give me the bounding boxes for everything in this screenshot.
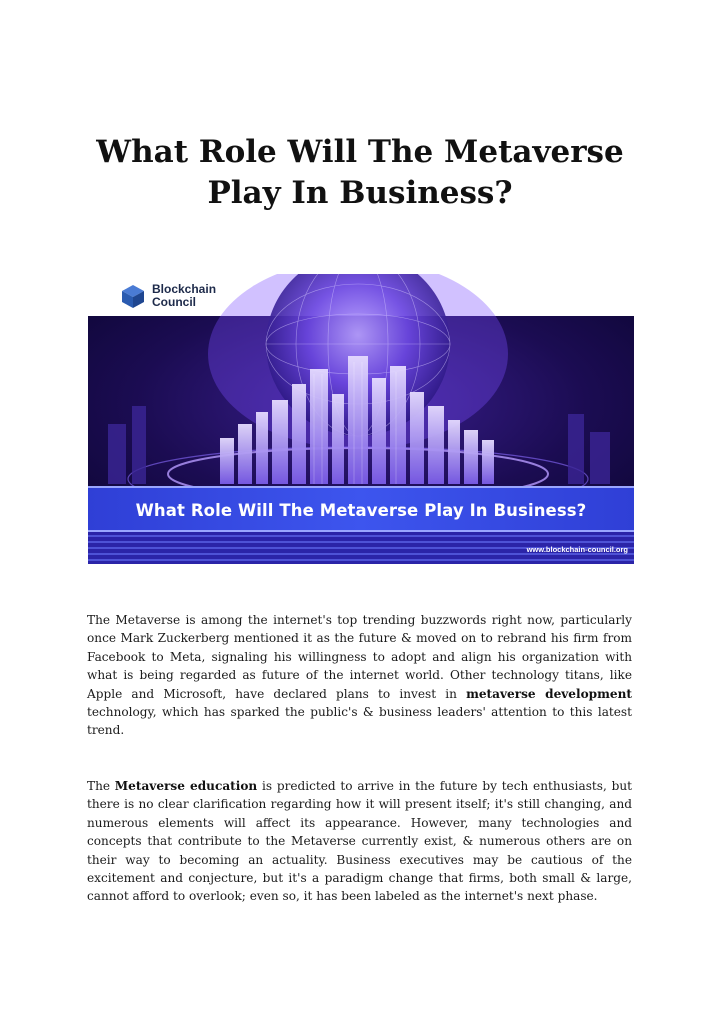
metaverse-education-link[interactable]: Metaverse education (114, 779, 258, 793)
paragraph-education-text-a: The (87, 779, 115, 793)
paragraph-education-text-b: is predicted to arrive in the future by tech enthusiasts, but there is no clear clarification regarding how it will present itself; it's still changing, and numerous elements will affect its appearance. However, many technologies and concepts that contribute to the Metaverse currently exist, & numerous others are on their way to becoming an actuality. Business executives may be cautious of the excitement and conjecture, but it's a paradigm change that firms, both small & large, cannot afford to overlook; even so, it has been labeled as the internet's next phase. (87, 779, 632, 904)
paragraph-intro (87, 611, 632, 740)
cube-logo-icon (120, 283, 146, 309)
banner-headline: What Role Will The Metaverse Play In Business? (135, 500, 587, 520)
brand-logo (120, 283, 216, 309)
brand-name-line1: Blockchain (152, 282, 217, 296)
banner-url: www.blockchain-council.org (526, 545, 628, 554)
page-title: What Role Will The Metaverse Play In Business? (96, 134, 624, 211)
brand-name-line2: Council (152, 295, 196, 309)
paragraph-intro-text-b: technology, which has sparked the public's & business leaders' attention to this latest trend. (87, 705, 632, 738)
metaverse-development-link[interactable]: metaverse development (466, 686, 632, 701)
paragraph-intro-text-a: The Metaverse is among the internet's top trending buzzwords right now, particularly once Mark Zuckerberg mentioned it as the future & moved on to rebrand his firm from Facebook to Meta, signaling his willingness to adopt and align his organization with what is being regarded as future of the internet world. Other technology titans, like Apple and Microsoft, have declared plans to invest in (87, 613, 632, 701)
paragraph-education (87, 777, 632, 906)
